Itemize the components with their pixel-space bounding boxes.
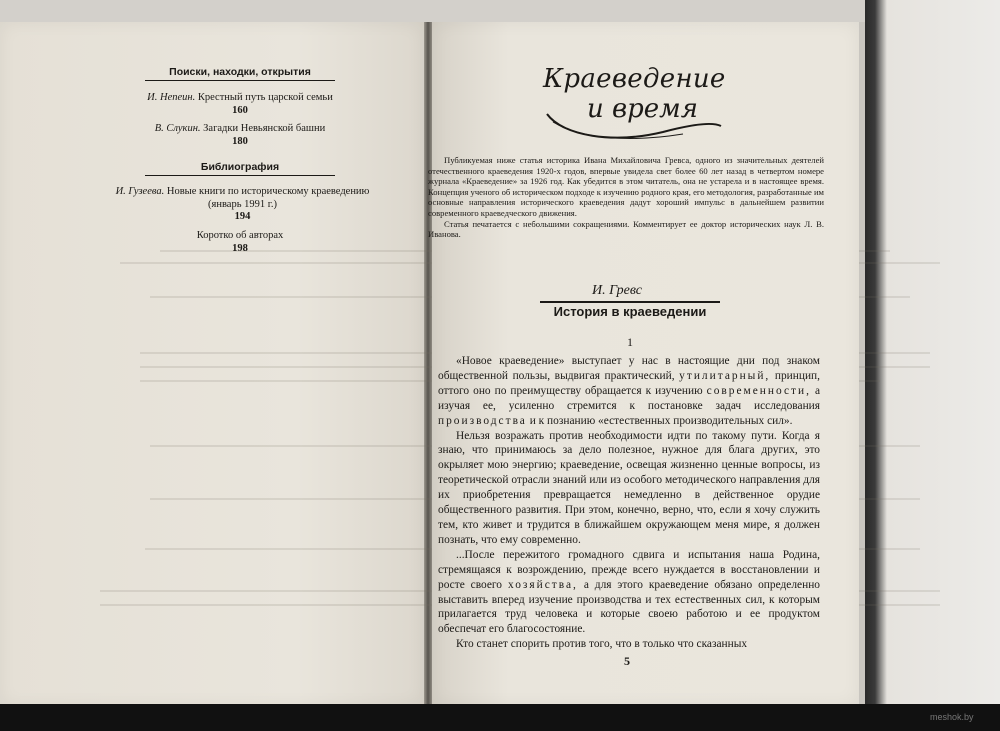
toc-section-heading: Поиски, находки, открытия — [169, 66, 311, 78]
toc-title: Загадки Невьянской башни — [203, 123, 326, 134]
intro-paragraph: Статья печатается с небольшими сокращениями. Комментирует ее доктор исторических наук Л. В. Иванова. — [428, 218, 824, 240]
body-paragraph: «Новое краеведение» выступает у нас в настоящие дни под знаком общественной пользы, выдвигая практический, утилитарный, принцип, оттого оно по преимуществу обращается к изучению современности, а изучая ее, усиленно стремится к постановке задач исследования производства и к познанию «естественных производительных сил». — [438, 355, 820, 427]
byline-rule — [540, 301, 720, 303]
scanner-top-edge — [0, 0, 1000, 22]
toc-entry — [110, 186, 375, 224]
page-number: 5 — [624, 654, 630, 668]
toc-page-number: 160 — [232, 104, 248, 116]
article-body — [438, 354, 820, 652]
article-byline — [540, 281, 720, 299]
body-paragraph: ...После пережитого громадного сдвига и испытания наша Родина, стремящаяся к возрождению, прежде всего нуждается в восстановлении и росте своего хозяйства, а для этого краеведение обязано определенно выставить вперед изучение производства и тех естественных сил, к которым прилагается труд человека и которые своею работою и ее продуктом обеспечат его благосостояние. — [438, 548, 820, 636]
spaced-emphasis: производства — [438, 414, 527, 427]
body-paragraph: Кто станет спорить против того, что в только что сказанных — [456, 638, 748, 651]
editorial-intro — [428, 155, 824, 240]
toc-heading-rule — [145, 80, 335, 81]
spaced-emphasis: утилитарный, — [679, 369, 771, 382]
body-paragraph: Нельзя возражать против необходимости идти по такому пути. Когда я знаю, что принимаюсь за дело полезное, нужное для блага других, это окрыляет мою энергию; краеведение, освещая жизненно ценные вопросы, из теоретической отрасли знаний или из особого методического направления для их приобретения превращается немедленно в действенное орудие общественного развития. При этом, конечно, верно, что, если я хочу служить тем, кто живет и трудится в ближайшем окружающем меня мире, я должен познать, что ему современно. — [438, 429, 820, 546]
article-title: История в краеведении — [553, 304, 707, 319]
intro-paragraph: Публикуемая ниже статья историка Ивана Михайловича Гревса, одного из значительных деятелей отечественного краеведения 1920-х годов, впервые увидела свет более 60 лет назад в четвертом номере журнала «Краеведение» за 1926 год. Как убедится в этом читатель, она не устарела и в настоящее время. Концепция ученого об историческом подходе к изучению родного края, его методология, разработанные им основные направления исторического краеведения дадут хороший импульс в дальнейшем развитии современного краеведческого движения. — [428, 155, 824, 218]
logo-line1: Краеведение — [543, 64, 726, 94]
toc-author: И. Гузеева. — [115, 186, 165, 197]
rubric-logo — [543, 64, 726, 144]
logo-line2: и время — [587, 94, 698, 124]
toc-author: И. Непеин. — [147, 92, 196, 103]
toc-section-heading: Библиография — [200, 161, 280, 173]
toc-page-number: 194 — [234, 211, 251, 222]
toc-title: Крестный путь царской семьи — [197, 92, 333, 103]
scanner-bottom-edge — [0, 704, 1000, 731]
toc-entry — [90, 123, 390, 148]
toc-entry — [90, 230, 390, 255]
toc-page-number: 198 — [232, 242, 248, 254]
toc-page-number: 180 — [232, 135, 248, 147]
section-number: 1 — [627, 335, 633, 349]
toc-heading-rule — [145, 175, 335, 176]
byline-author: И. Гревс — [592, 283, 643, 298]
spaced-emphasis: хозяйства, — [507, 578, 578, 591]
toc-title: Новые книги по историческому краеведению (январь 1991 г.) — [166, 186, 370, 210]
toc-entry — [90, 92, 390, 117]
watermark: meshok.by — [930, 712, 974, 722]
toc-title: Коротко об авторах — [196, 230, 284, 241]
spaced-emphasis: современности, — [706, 384, 811, 397]
toc-author: В. Слукин. — [154, 123, 201, 134]
